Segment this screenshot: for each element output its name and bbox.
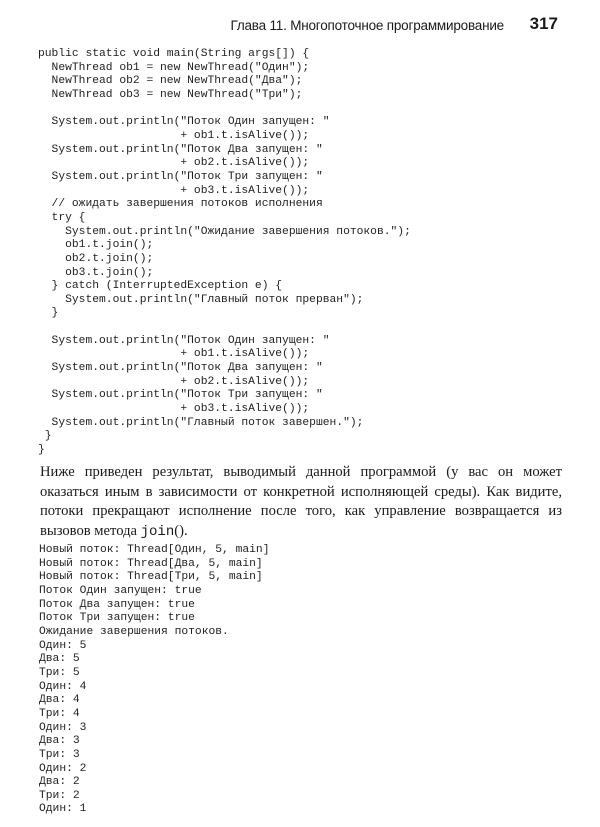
inline-code: join	[140, 523, 175, 540]
code-line: }	[38, 307, 59, 320]
code-line: ob1.t.join();	[38, 239, 154, 252]
paragraph-text: Ниже приведен результат, выводимый данной программой (у вас он может оказаться иным в зависимости от конкретной исполняющей среды). Как видите, потоки прекращают исполнение после того, как управление возвращается из вызовов метода	[40, 464, 562, 539]
code-line: + ob3.t.isAlive());	[38, 184, 310, 197]
code-line: ob3.t.join();	[38, 266, 154, 279]
code-line: } catch (InterruptedException e) {	[38, 280, 283, 293]
code-line: System.out.println("Поток Один запущен: "	[38, 334, 330, 347]
output-line: Новый поток: Thread[Один, 5, main]	[39, 544, 270, 556]
code-line: System.out.println("Главный поток прерван");	[38, 293, 364, 306]
code-line: ob2.t.join();	[38, 252, 154, 265]
code-line: System.out.println("Поток Два запущен: "	[38, 362, 323, 375]
output-line: Два: 3	[39, 735, 80, 748]
output-line: Два: 4	[39, 694, 80, 707]
code-line: }	[38, 430, 52, 443]
code-line: System.out.println("Главный поток завершен.");	[38, 416, 364, 429]
code-line: System.out.println("Ожидание завершения потоков.");	[38, 225, 411, 238]
code-line: NewThread ob2 = new NewThread("Два");	[38, 75, 303, 88]
output-line: Три: 2	[39, 789, 80, 802]
output-line: Один: 5	[39, 639, 87, 652]
body-paragraph	[40, 463, 562, 542]
code-line: try {	[38, 211, 86, 224]
code-line: + ob3.t.isAlive());	[38, 403, 310, 416]
code-line: + ob1.t.isAlive());	[38, 129, 310, 142]
code-line: + ob2.t.isAlive());	[38, 375, 310, 388]
code-line: NewThread ob3 = new NewThread("Три");	[38, 88, 303, 101]
output-line: Новый поток: Thread[Три, 5, main]	[39, 571, 263, 584]
code-line: System.out.println("Поток Три запущен: "	[38, 389, 323, 402]
page-number: 317	[529, 14, 558, 33]
code-line: public static void main(String args[]) {	[38, 48, 310, 60]
code-line: NewThread ob1 = new NewThread("Один");	[38, 61, 310, 74]
code-line: System.out.println("Поток Три запущен: "	[38, 170, 323, 183]
code-line: System.out.println("Поток Два запущен: "	[38, 143, 323, 156]
output-line: Один: 4	[39, 680, 87, 693]
chapter-title: Глава 11. Многопоточное программирование	[230, 18, 504, 33]
output-line: Три: 4	[39, 707, 80, 720]
output-line: Три: 3	[39, 748, 80, 761]
output-line: Один: 2	[39, 762, 87, 775]
output-line: Ожидание завершения потоков.	[39, 625, 229, 638]
program-output	[39, 544, 270, 817]
output-line: Два: 5	[39, 653, 80, 666]
output-line: Поток Один запущен: true	[39, 584, 202, 597]
output-line: Один: 3	[39, 721, 87, 734]
page-header	[0, 14, 600, 40]
code-line: + ob2.t.isAlive());	[38, 157, 310, 170]
output-line: Два: 2	[39, 776, 80, 789]
code-line: }	[38, 444, 45, 457]
output-line: Новый поток: Thread[Два, 5, main]	[39, 557, 263, 570]
code-line: System.out.println("Поток Один запущен: "	[38, 116, 330, 129]
output-line: Поток Два запущен: true	[39, 598, 195, 611]
output-line: Три: 5	[39, 666, 80, 679]
output-line: Один: 1	[39, 803, 87, 816]
code-line: + ob1.t.isAlive());	[38, 348, 310, 361]
code-line: // ожидать завершения потоков исполнения	[38, 198, 323, 211]
output-line: Поток Три запущен: true	[39, 612, 195, 625]
code-listing	[38, 48, 411, 458]
paragraph-text-end: ().	[174, 522, 188, 539]
